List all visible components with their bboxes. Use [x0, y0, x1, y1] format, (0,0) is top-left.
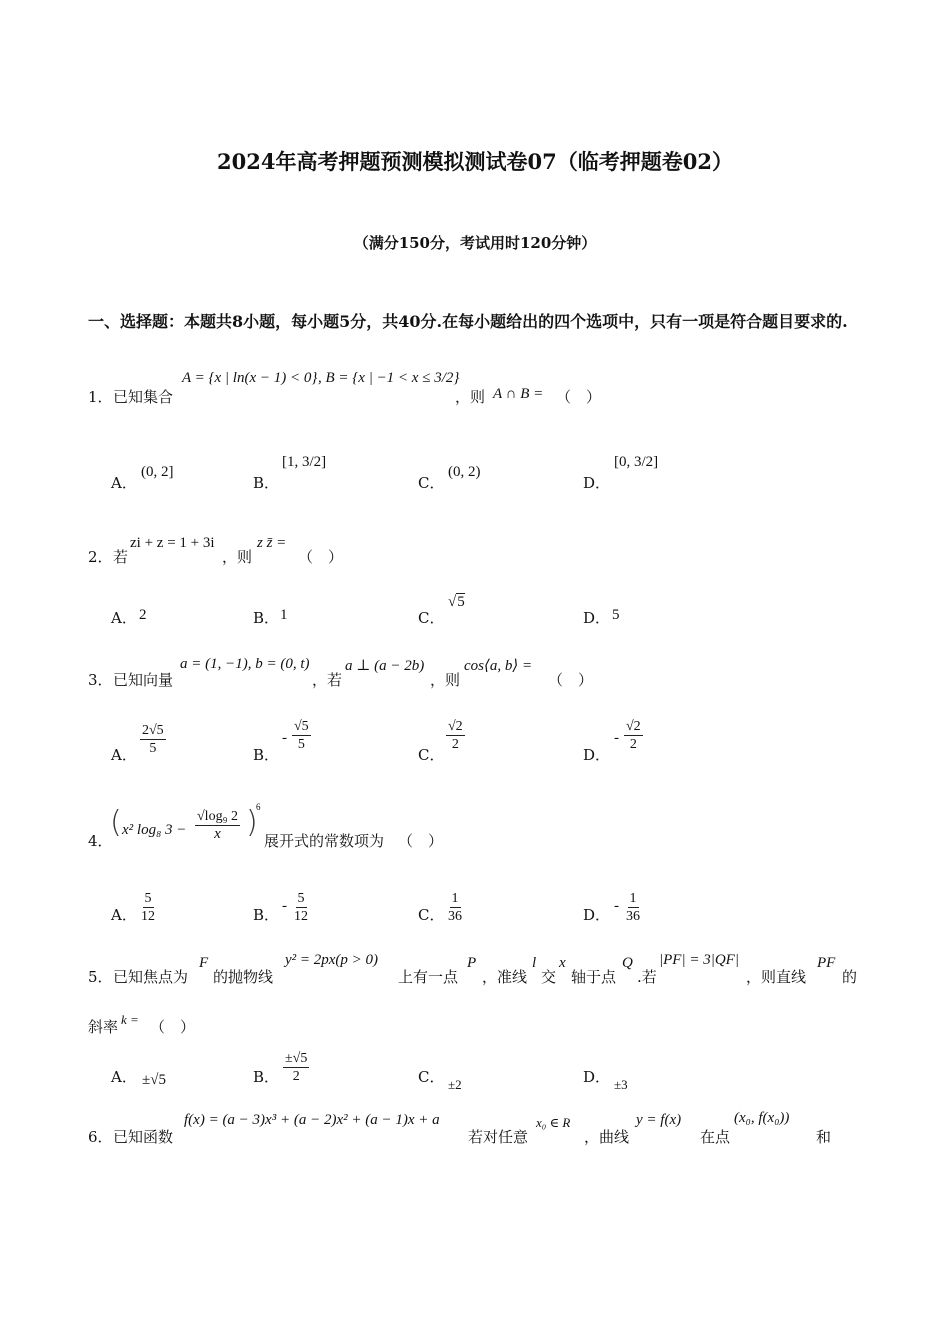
question-text: .若 [637, 968, 657, 986]
option-value: √5 [448, 594, 465, 610]
question-number: 3． [88, 671, 113, 689]
question-text: 上有一点 [398, 968, 459, 986]
question-text: ，则 [222, 548, 253, 566]
math-condition: x₀ ∈ R [536, 1115, 571, 1130]
math-var: Q [622, 955, 633, 971]
question-number: 5． [88, 968, 113, 986]
option-value: ±√5 [142, 1072, 166, 1088]
question-number: 2． [88, 548, 113, 566]
question-text: ，则直线 [746, 968, 807, 986]
option-label: A． [111, 906, 137, 924]
question-text: 已知函数 [113, 1128, 174, 1146]
option-label: A． [111, 474, 137, 492]
math-condition: |PF| = 3|QF| [659, 952, 739, 968]
option-label: C． [418, 474, 445, 492]
option-value: [0, 3/2] [614, 454, 659, 470]
answer-blank: （ ） [298, 548, 344, 566]
math-set-a: A = {x | ln(x − 1) < 0} [182, 370, 318, 386]
question-text: ，曲线 [584, 1128, 630, 1146]
question-text: 的抛物线 [213, 968, 274, 986]
math-var: l [532, 955, 537, 971]
option-fraction: $\frac{√2}{2}$ [448, 719, 463, 752]
option-fraction: $\frac{\pm√5}{2}$ [285, 1051, 308, 1084]
option-value: (0, 2] [141, 464, 174, 480]
math-question: A ∩ B = [493, 386, 544, 402]
question-text: 展开式的常数项为 [264, 832, 385, 850]
option-label: C． [418, 746, 445, 764]
question-text: 已知向量 [113, 671, 174, 689]
question-text: 交 [541, 968, 557, 986]
math-vectors: a = (1, −1), b = (0, t) [180, 656, 310, 672]
math-question: cos⟨a, b⟩ = [464, 658, 533, 674]
option-fraction: $\frac{√2}{2}$ [626, 719, 641, 752]
minus-sign: - [282, 730, 287, 746]
option-fraction: $\frac{1}{36}$ [626, 891, 640, 924]
option-label: A． [111, 609, 137, 627]
math-expression: x² log₈ 3 − [122, 822, 187, 838]
math-var: F [199, 955, 209, 971]
option-value: 1 [280, 607, 288, 623]
option-label: D． [583, 474, 611, 492]
exponent: 6 [256, 802, 261, 812]
math-var: x [559, 955, 566, 971]
option-label: C． [418, 906, 445, 924]
option-label: A． [111, 746, 137, 764]
option-value: ±2 [448, 1077, 462, 1092]
answer-blank: （ ） [548, 671, 594, 689]
option-value: 5 [612, 607, 620, 623]
math-curve: y = f(x) [636, 1112, 682, 1128]
minus-sign: - [614, 898, 619, 914]
math-fraction: $\frac{\text{√log₉ 2}}{x}$ [197, 809, 238, 842]
math-var: PF [817, 955, 836, 971]
question-number: 6． [88, 1128, 113, 1146]
option-label: B． [253, 746, 280, 764]
option-label: D． [583, 1068, 611, 1086]
question-text: 轴于点 [571, 968, 617, 986]
option-fraction: $\frac{5}{12}$ [294, 891, 308, 924]
exam-info: （满分150分，考试用时120分钟） [353, 234, 597, 252]
question-text: ，则 [455, 388, 486, 406]
math-question: k = [121, 1012, 139, 1027]
option-label: D． [583, 906, 611, 924]
question-text: 在点 [700, 1128, 731, 1146]
section-heading: 一、选择题：本题共8小题，每小题5分，共40分.在每小题给出的四个选项中，只有一项是符合题目要求的. [88, 312, 848, 331]
option-value: ±3 [614, 1077, 628, 1092]
option-value: (0, 2) [448, 464, 481, 480]
option-label: B． [253, 906, 280, 924]
option-label: B． [253, 609, 280, 627]
math-function: f(x) = (a − 3)x³ + (a − 2)x² + (a − 1)x + a [184, 1112, 440, 1128]
question-number: 1． [88, 388, 113, 406]
option-label: C． [418, 609, 445, 627]
option-value: [1, 3/2] [282, 454, 327, 470]
right-paren: ) [246, 805, 258, 840]
question-text: 和 [816, 1128, 832, 1146]
math-parabola: y² = 2px(p > 0) [285, 952, 379, 968]
minus-sign: - [614, 730, 619, 746]
page-title: 2024年高考押题预测模拟测试卷07（临考押题卷02） [217, 149, 733, 174]
option-label: D． [583, 746, 611, 764]
left-paren: ( [110, 805, 122, 840]
question-text: ，若 [312, 671, 343, 689]
question-text: 若对任意 [468, 1128, 529, 1146]
question-text: 已知集合 [113, 388, 174, 406]
option-label: A． [111, 1068, 137, 1086]
question-number: 4． [88, 832, 113, 850]
option-fraction: $\frac{5}{12}$ [141, 891, 155, 924]
question-text: 的 [842, 968, 858, 986]
math-perpendicular: a ⊥ (a − 2b) [345, 658, 425, 674]
question-text: ，则 [430, 671, 461, 689]
math-point: (x₀, f(x₀)) [734, 1110, 790, 1126]
answer-blank: （ ） [556, 388, 602, 406]
option-value: 2 [139, 607, 147, 623]
math-question: z z̄ = [257, 535, 287, 551]
answer-blank: （ ） [150, 1018, 196, 1036]
math-equation: zi + z = 1 + 3i [130, 535, 215, 551]
math-var: P [467, 955, 477, 971]
question-text: 若 [113, 548, 129, 566]
option-label: D． [583, 609, 611, 627]
option-fraction: $\frac{1}{36}$ [448, 891, 462, 924]
minus-sign: - [282, 898, 287, 914]
option-fraction: $\frac{2√5}{5}$ [142, 723, 164, 756]
question-text: 已知焦点为 [113, 968, 189, 986]
question-text: 斜率 [88, 1018, 119, 1036]
option-label: B． [253, 474, 280, 492]
math-set-b: , B = {x | −1 < x ≤ 3/2} [318, 370, 460, 386]
question-text: ，准线 [482, 968, 528, 986]
answer-blank: （ ） [398, 832, 444, 850]
option-label: C． [418, 1068, 445, 1086]
option-fraction: $\frac{√5}{5}$ [294, 719, 309, 752]
option-label: B． [253, 1068, 280, 1086]
